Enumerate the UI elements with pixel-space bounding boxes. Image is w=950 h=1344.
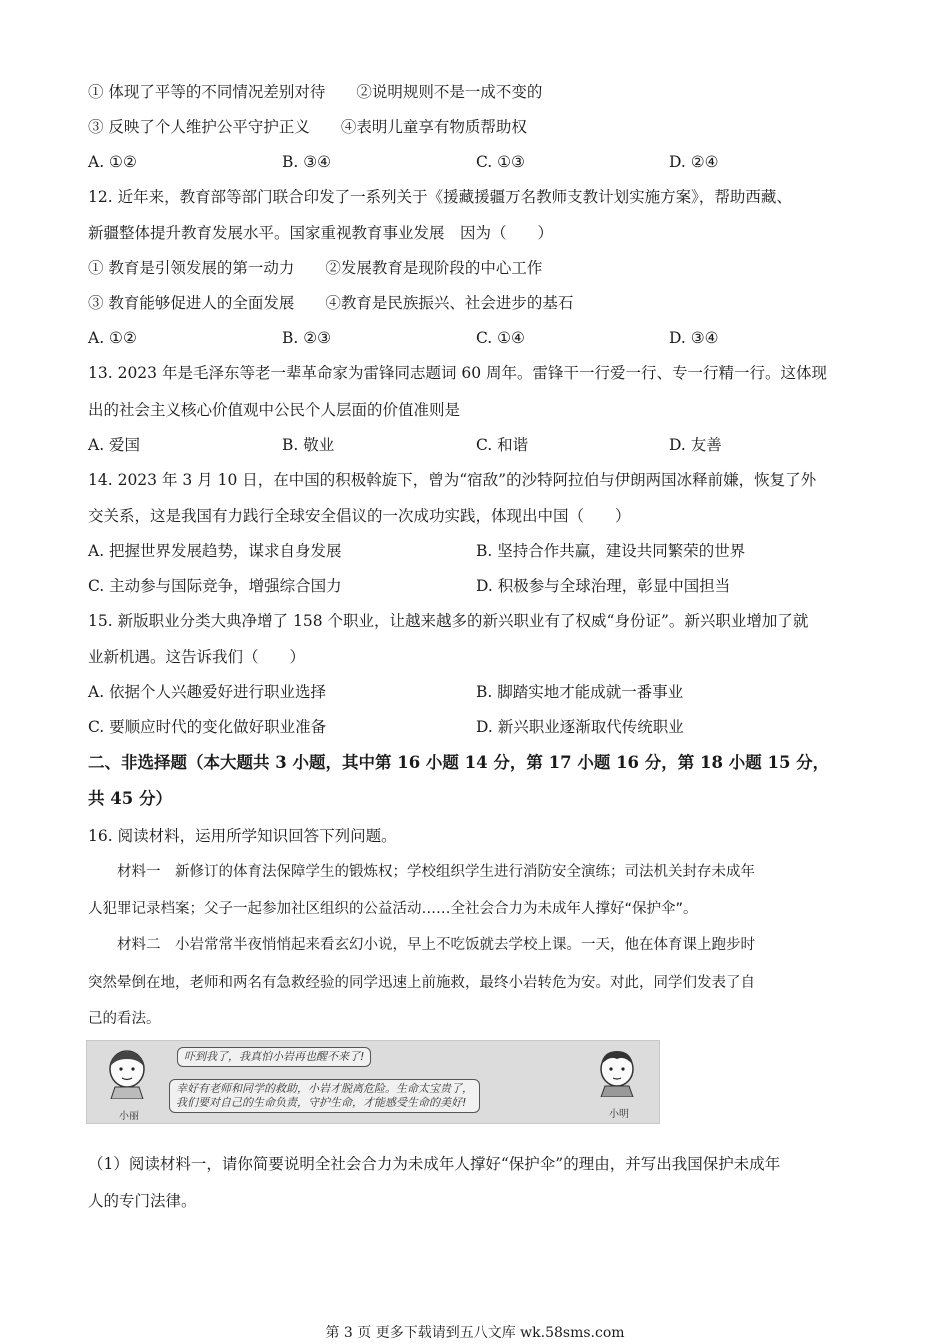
girl-figure-icon [105,1049,149,1099]
q11-option-c: C. ①③ [476,153,525,171]
q14-stem-line1: 14. 2023 年 3 月 10 日，在中国的积极斡旋下，曾为“宿敌”的沙特阿拉伯与伊朗两国冰释前嫌，恢复了外 [88,471,817,489]
material-2-line2: 突然晕倒在地，老师和两名有急救经验的同学迅速上前施救，最终小岩转危为安。对此，同学们发表了自 [88,975,755,991]
section-2-heading-line1: 二、非选择题（本大题共 3 小题，其中第 16 小题 14 分，第 17 小题 16 分，第 18 小题 15 分， [88,753,830,772]
boy-figure-icon [595,1047,639,1097]
q13-option-d: D. 友善 [669,436,722,454]
q16-subquestion-1-line2: 人的专门法律。 [88,1192,197,1210]
q14-option-a: A. 把握世界发展趋势，谋求自身发展 [88,542,342,560]
q14-option-c: C. 主动参与国际竞争，增强综合国力 [88,577,342,595]
q16-stem: 16. 阅读材料，运用所学知识回答下列问题。 [88,827,397,845]
q11-option-a: A. ①② [88,153,137,171]
q11-statement-3-4: ③ 反映了个人维护公平守护正义 ④表明儿童享有物质帮助权 [88,118,527,136]
q13-stem-line1: 13. 2023 年是毛泽东等老一辈革命家为雷锋同志题词 60 周年。雷锋干一行爱一行、专一行精一行。这体现 [88,364,828,382]
q15-stem-line2: 业新机遇。这告诉我们（ ） [88,648,306,666]
q16-subquestion-1-line1: （1）阅读材料一，请你简要说明全社会合力为未成年人撑好“保护伞”的理由，并写出我国保护未成年 [88,1155,781,1173]
boy-name-label: 小明 [609,1109,629,1120]
material-2-line1: 材料二 小岩常常半夜悄悄起来看玄幻小说，早上不吃饭就去学校上课。一天，他在体育课上跑步时 [88,937,755,953]
q13-option-b: B. 敬业 [282,436,335,454]
q12-option-d: D. ③④ [669,329,719,347]
q12-option-c: C. ①④ [476,329,525,347]
q13-option-a: A. 爱国 [88,436,141,454]
material-1-line1: 材料一 新修订的体育法保障学生的锻炼权；学校组织学生进行消防安全演练；司法机关封存未成年 [88,864,755,880]
girl-name-label: 小丽 [119,1111,139,1122]
comic-image [86,1040,660,1124]
q12-option-b: B. ②③ [282,329,332,347]
q13-option-c: C. 和谐 [476,436,529,454]
q15-option-a: A. 依据个人兴趣爱好进行职业选择 [88,683,327,701]
q12-statement-3-4: ③ 教育能够促进人的全面发展 ④教育是民族振兴、社会进步的基石 [88,294,574,312]
page-footer: 第 3 页 更多下载请到五八文库 wk.58sms.com [325,1325,625,1341]
speech-bubble-boy [169,1079,480,1113]
q11-option-b: B. ③④ [282,153,332,171]
speech-bubble-girl: 吓到我了，我真怕小岩再也醒不来了! [177,1047,371,1067]
q15-option-d: D. 新兴职业逐渐取代传统职业 [476,718,684,736]
section-2-heading-line2: 共 45 分） [88,789,172,808]
q12-stem-line2: 新疆整体提升教育发展水平。国家重视教育事业发展 因为（ ） [88,224,554,242]
q11-option-d: D. ②④ [669,153,719,171]
q13-stem-line2: 出的社会主义核心价值观中公民个人层面的价值准则是 [88,401,461,419]
q15-option-c: C. 要顺应时代的变化做好职业准备 [88,718,327,736]
material-2-line3: 己的看法。 [88,1011,161,1027]
speech-bubble-boy-line1: 幸好有老师和同学的救助，小岩才脱离危险。生命太宝贵了， [176,1082,473,1095]
q12-statement-1-2: ① 教育是引领发展的第一动力 ②发展教育是现阶段的中心工作 [88,259,543,277]
q12-option-a: A. ①② [88,329,137,347]
q14-option-b: B. 坚持合作共赢，建设共同繁荣的世界 [476,542,746,560]
q11-statement-1-2: ① 体现了平等的不同情况差别对待 ②说明规则不是一成不变的 [88,83,543,101]
q15-stem-line1: 15. 新版职业分类大典净增了 158 个职业，让越来越多的新兴职业有了权威“身份证”。新兴职业增加了就 [88,612,809,630]
q14-option-d: D. 积极参与全球治理，彰显中国担当 [476,577,731,595]
speech-bubble-boy-line2: 我们要对自己的生命负责，守护生命，才能感受生命的美好! [176,1096,467,1109]
q12-stem-line1: 12. 近年来，教育部等部门联合印发了一系列关于《援藏援疆万名教师支教计划实施方案》，帮助西藏、 [88,188,792,206]
q15-option-b: B. 脚踏实地才能成就一番事业 [476,683,684,701]
q14-stem-line2: 交关系，这是我国有力践行全球安全倡议的一次成功实践，体现出中国（ ） [88,507,631,525]
material-1-line2: 人犯罪记录档案；父子一起参加社区组织的公益活动……全社会合力为未成年人撑好“保护伞”。 [88,901,698,917]
